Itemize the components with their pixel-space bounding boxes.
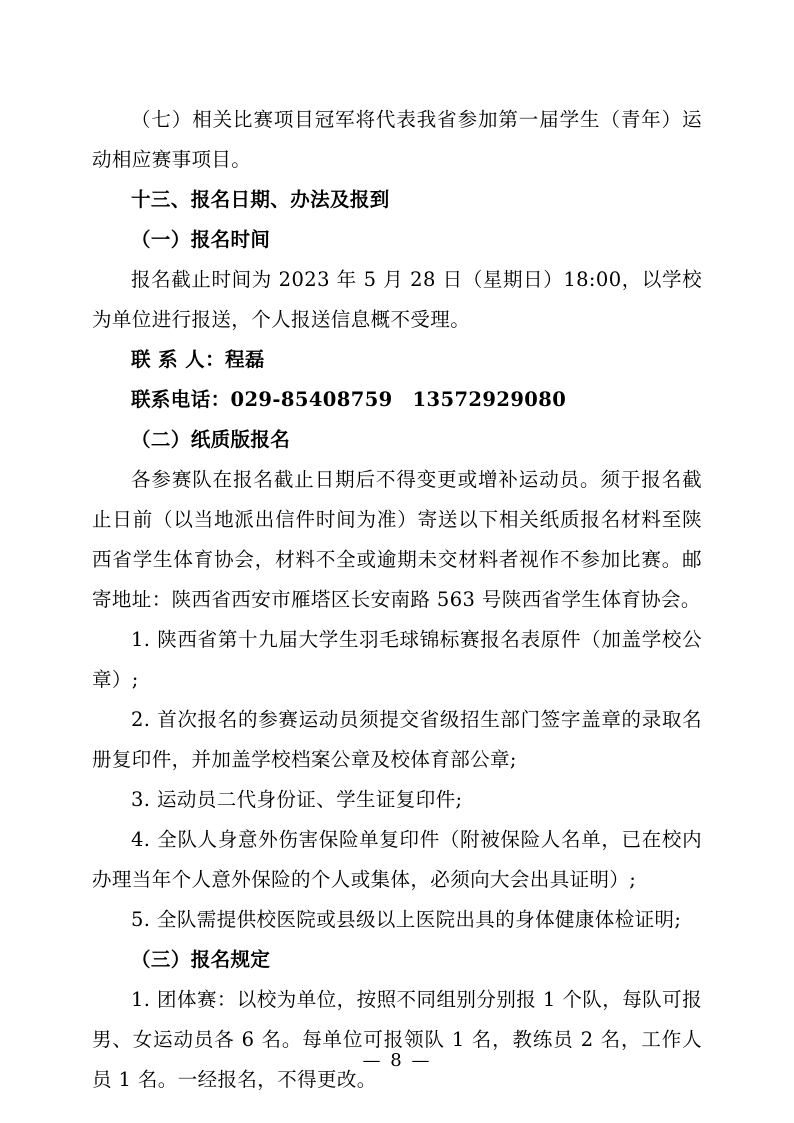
paper-material-item-3: 3. 运动员二代身份证、学生证复印件; [131,788,463,811]
paper-material-item-2: 2. 首次报名的参赛运动员须提交省级招生部门签字盖章的录取名册复印件，并加盖学校档案公章及校体育部公章; [92,708,702,771]
paragraph-item-seven: （七）相关比赛项目冠军将代表我省参加第一届学生（青年）运动相应赛事项目。 [92,108,702,171]
paper-material-item-4: 4. 全队人身意外伤害保险单复印件（附被保险人名单，已在校内办理当年个人意外保险的个人或集体，必须向大会出具证明）; [92,828,702,891]
subheading-paper-registration: （二）纸质版报名 [131,428,291,451]
page-number-footer: — 8 — [362,1050,432,1071]
subheading-registration-time: （一）报名时间 [131,228,271,251]
paragraph-paper-registration-body: 各参赛队在报名截止日期后不得变更或增补运动员。须于报名截止日前（以当地派出信件时间为准）寄送以下相关纸质报名材料至陕西省学生体育协会，材料不全或逾期未交材料者视作不参加比赛。邮寄地址：陕西省西安市雁塔区长安南路 563 号陕西省学生体育协会。 [92,468,702,611]
contact-person-line: 联 系 人：程磊 [131,348,265,371]
paper-material-item-1: 1. 陕西省第十九届大学生羽毛球锦标赛报名表原件（加盖学校公章）; [92,628,702,691]
paper-material-item-5: 5. 全队需提供校医院或县级以上医院出具的身体健康体检证明; [131,908,682,931]
contact-phone-line: 联系电话：029-85408759 13572929080 [131,388,567,411]
document-body [92,100,702,1100]
subheading-registration-rules: （三）报名规定 [131,948,271,971]
registration-rule-item-1: 1. 团体赛：以校为单位，按照不同组别分别报 1 个队，每队可报男、女运动员各 6 名。每单位可报领队 1 名，教练员 2 名，工作人员 1 名。一经报名，不得更改。 [92,988,702,1091]
paragraph-deadline: 报名截止时间为 2023 年 5 月 28 日（星期日）18:00，以学校为单位进行报送，个人报送信息概不受理。 [92,268,702,331]
section-heading-13: 十三、报名日期、办法及报到 [131,188,390,211]
